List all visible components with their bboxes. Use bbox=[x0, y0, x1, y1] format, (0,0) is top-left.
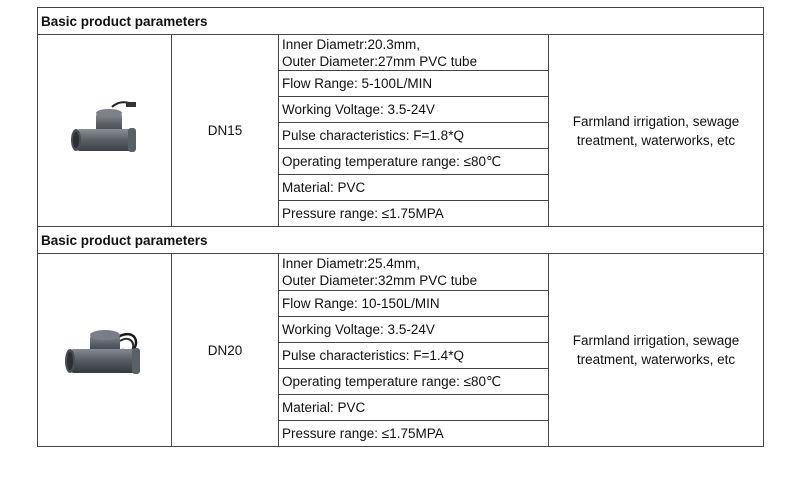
flow-sensor-dn20-image bbox=[62, 315, 148, 385]
section-header: Basic product parameters bbox=[38, 227, 764, 254]
application-cell bbox=[549, 254, 764, 447]
param-pressure: Pressure range: ≤1.75MPA bbox=[279, 201, 549, 227]
param-pulse: Pulse characteristics: F=1.4*Q bbox=[279, 343, 549, 369]
model-name: DN20 bbox=[172, 254, 279, 447]
product-image-cell bbox=[38, 35, 172, 227]
product-parameters-table bbox=[37, 7, 764, 447]
param-working-voltage: Working Voltage: 3.5-24V bbox=[279, 97, 549, 123]
param-inner-diameter: Inner Diametr:20.3mm, bbox=[282, 36, 421, 52]
flow-sensor-dn15-image bbox=[66, 99, 144, 163]
param-inner-diameter: Inner Diametr:25.4mm, bbox=[282, 256, 421, 271]
param-diameter bbox=[279, 35, 549, 71]
param-flow-range: Flow Range: 10-150L/MIN bbox=[279, 291, 549, 317]
param-material: Material: PVC bbox=[279, 175, 549, 201]
param-diameter bbox=[279, 254, 549, 291]
param-flow-range: Flow Range: 5-100L/MIN bbox=[279, 71, 549, 97]
param-temperature: Operating temperature range: ≤80℃ bbox=[279, 149, 549, 175]
application-line-1: Farmland irrigation, sewage bbox=[572, 333, 740, 348]
param-material: Material: PVC bbox=[279, 395, 549, 421]
param-outer-diameter: Outer Diameter:27mm PVC tube bbox=[282, 53, 478, 69]
product-image-cell bbox=[38, 254, 172, 447]
application-line-2: treatment, waterworks, etc bbox=[576, 352, 736, 367]
param-temperature: Operating temperature range: ≤80℃ bbox=[279, 369, 549, 395]
section-header: Basic product parameters bbox=[38, 8, 764, 35]
model-name: DN15 bbox=[172, 35, 279, 227]
param-pulse: Pulse characteristics: F=1.8*Q bbox=[279, 123, 549, 149]
application-line-1: Farmland irrigation, sewage bbox=[572, 113, 740, 129]
application-line-2: treatment, waterworks, etc bbox=[576, 132, 736, 148]
param-pressure: Pressure range: ≤1.75MPA bbox=[279, 421, 549, 447]
param-working-voltage: Working Voltage: 3.5-24V bbox=[279, 317, 549, 343]
application-cell bbox=[549, 35, 764, 227]
param-outer-diameter: Outer Diameter:32mm PVC tube bbox=[282, 273, 478, 288]
